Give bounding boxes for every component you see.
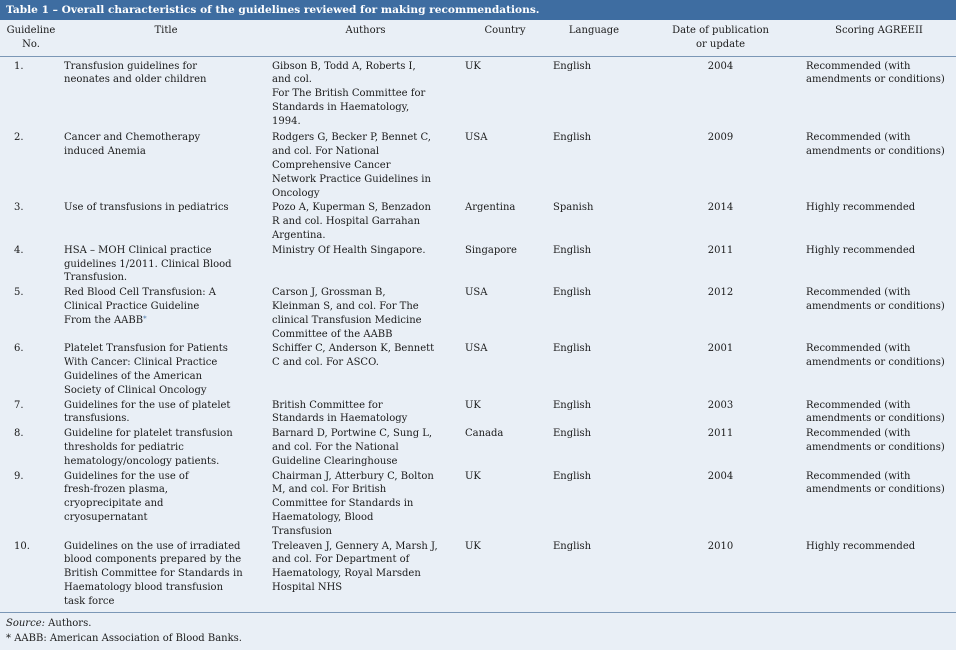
guideline-language: English — [553, 343, 592, 355]
guideline-scoring: Recommended (with amendments or conditions) — [806, 343, 945, 369]
guideline-title: Guidelines on the use of irradiated blood components prepared by the British Committee for Standards in Haematology blood transfusion task force — [64, 540, 243, 607]
guideline-date: 2004 — [707, 60, 734, 72]
guideline-authors: British Committee for Standards in Haematology — [272, 399, 408, 425]
guideline-title: Red Blood Cell Transfusion: A Clinical Practice Guideline From the AABB* — [64, 287, 217, 326]
footnote: * AABB: American Association of Blood Banks. — [6, 633, 242, 644]
guideline-country: USA — [465, 132, 488, 144]
guideline-language: English — [553, 287, 592, 299]
footnote-marker: * — [143, 314, 147, 323]
guideline-scoring: Recommended (with amendments or conditions) — [806, 428, 945, 454]
guideline-date: 2010 — [707, 540, 734, 552]
guideline-number: 7. — [14, 399, 24, 411]
table-row — [0, 469, 956, 539]
guideline-title: Transfusion guidelines for neonates and older children — [64, 60, 207, 86]
guideline-scoring: Recommended (with amendments or conditions) — [806, 470, 945, 496]
guideline-authors: Treleaven J, Gennery A, Marsh J, and col. For Department of Haematology, Royal Marsden Hospital NHS — [272, 540, 438, 593]
guideline-scoring: Recommended (with amendments or conditions) — [806, 132, 945, 158]
guideline-scoring: Recommended (with amendments or conditions) — [806, 399, 945, 425]
guideline-country: Argentina — [465, 202, 516, 214]
guideline-number: 8. — [14, 428, 24, 440]
guideline-date: 2014 — [707, 202, 734, 214]
guideline-country: UK — [465, 60, 481, 72]
table-row — [0, 128, 956, 200]
header-scoring: Scoring AGREEII — [802, 22, 956, 56]
table-row — [0, 200, 956, 242]
guideline-language: English — [553, 428, 592, 440]
guideline-number: 4. — [14, 244, 24, 256]
guideline-country: Canada — [465, 428, 504, 440]
table-row — [0, 539, 956, 609]
guideline-country: UK — [465, 540, 481, 552]
table-row — [0, 56, 956, 128]
guideline-number: 3. — [14, 202, 24, 214]
header-title: Title — [62, 22, 270, 56]
guideline-language: Spanish — [553, 202, 594, 214]
guideline-date: 2012 — [707, 287, 734, 299]
guideline-authors: Barnard D, Portwine C, Sung L, and col. For the National Guideline Clearinghouse — [272, 428, 433, 467]
guideline-title: Use of transfusions in pediatrics — [64, 202, 229, 214]
guideline-title: Guideline for platelet transfusion thresholds for pediatric hematology/oncology patients. — [64, 428, 233, 467]
guideline-authors: Gibson B, Todd A, Roberts I, and col. For The British Committee for Standards in Haematology, 1994. — [272, 60, 426, 127]
guideline-date: 2004 — [707, 470, 734, 482]
guideline-date: 2011 — [707, 244, 734, 256]
header-date: Date of publication or update — [639, 22, 802, 56]
guideline-scoring: Highly recommended — [806, 202, 916, 214]
table-row — [0, 341, 956, 397]
guideline-scoring: Recommended (with amendments or conditions) — [806, 60, 945, 86]
guideline-country: UK — [465, 470, 481, 482]
guideline-scoring: Highly recommended — [806, 244, 916, 256]
guideline-number: 1. — [14, 60, 24, 72]
guideline-language: English — [553, 60, 592, 72]
header-country: Country — [461, 22, 549, 56]
guideline-number: 6. — [14, 343, 24, 355]
guideline-title: HSA – MOH Clinical practice guidelines 1/2011. Clinical Blood Transfusion. — [64, 244, 232, 284]
guideline-authors: Carson J, Grossman B, Kleinman S, and col. For The clinical Transfusion Medicine Committee of the AABB — [272, 287, 422, 340]
guideline-number: 2. — [14, 132, 24, 144]
header-guideline-no: Guideline No. — [0, 22, 62, 56]
guideline-title: Cancer and Chemotherapy induced Anemia — [64, 132, 201, 158]
guideline-number: 5. — [14, 287, 24, 299]
guidelines-table — [0, 22, 956, 609]
guideline-authors: Ministry Of Health Singapore. — [272, 244, 426, 256]
guideline-number: 10. — [14, 540, 30, 552]
guideline-date: 2009 — [707, 132, 734, 144]
guideline-date: 2001 — [707, 343, 734, 355]
guideline-title: Guidelines for the use of fresh-frozen plasma, cryoprecipitate and cryosupernatant — [64, 470, 189, 523]
table-row — [0, 243, 956, 285]
guideline-language: English — [553, 244, 592, 256]
header-authors: Authors — [270, 22, 461, 56]
header-language: Language — [549, 22, 639, 56]
table-header-row — [0, 22, 956, 56]
guideline-language: English — [553, 470, 592, 482]
source-note: Source: Authors. — [6, 618, 92, 629]
table-row — [0, 426, 956, 468]
table-row — [0, 398, 956, 427]
table-footer — [0, 612, 956, 650]
guideline-country: UK — [465, 399, 481, 411]
guideline-language: English — [553, 132, 592, 144]
guideline-scoring: Recommended (with amendments or conditions) — [806, 287, 945, 313]
guideline-title: Guidelines for the use of platelet transfusions. — [64, 399, 231, 425]
guideline-title: Platelet Transfusion for Patients With Cancer: Clinical Practice Guidelines of the American Society of Clinical Oncology — [64, 343, 228, 396]
guideline-scoring: Highly recommended — [806, 540, 916, 552]
guideline-authors: Chairman J, Atterbury C, Bolton M, and col. For British Committee for Standards in Haematology, Blood Transfusion — [272, 470, 434, 537]
guideline-date: 2011 — [707, 428, 734, 440]
guideline-country: USA — [465, 343, 488, 355]
guideline-language: English — [553, 399, 592, 411]
guideline-number: 9. — [14, 470, 24, 482]
guideline-country: Singapore — [465, 244, 517, 256]
guideline-language: English — [553, 540, 592, 552]
table-row — [0, 285, 956, 341]
guideline-authors: Pozo A, Kuperman S, Benzadon R and col. Hospital Garrahan Argentina. — [272, 202, 431, 242]
guideline-country: USA — [465, 287, 488, 299]
guideline-date: 2003 — [707, 399, 734, 411]
guideline-authors: Rodgers G, Becker P, Bennet C, and col. For National Comprehensive Cancer Network Practice Guidelines in Oncology — [272, 132, 431, 199]
table-caption: Table 1 – Overall characteristics of the guidelines reviewed for making recommendations. — [0, 0, 956, 20]
guideline-authors: Schiffer C, Anderson K, Bennett C and col. For ASCO. — [272, 343, 435, 369]
